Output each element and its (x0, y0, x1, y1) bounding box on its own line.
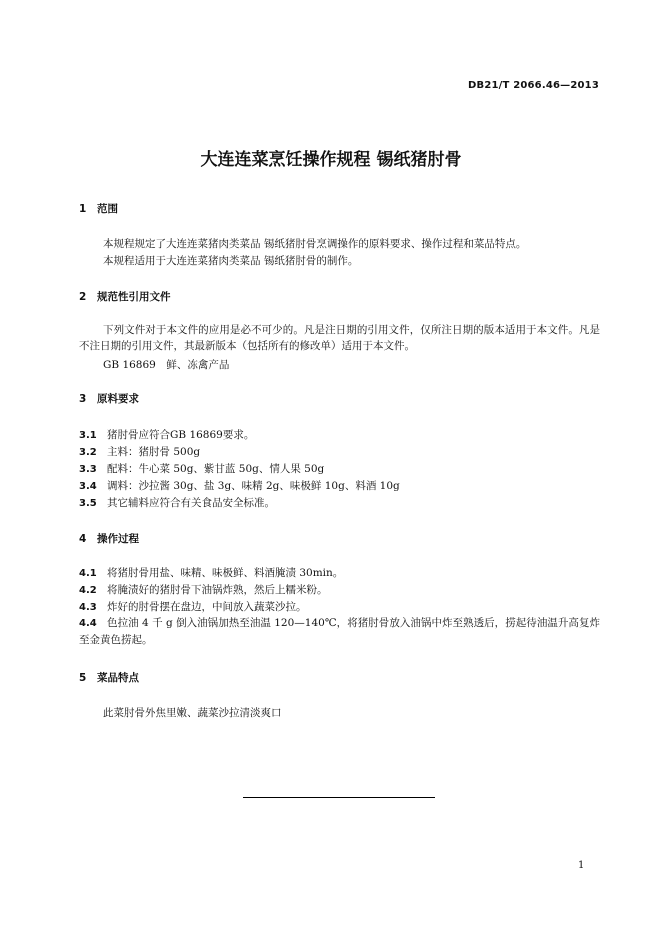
section-title: 规范性引用文件 (97, 291, 171, 303)
item-text: 主料：猪肘骨 500g (107, 446, 201, 458)
item-number: 4.4 (79, 618, 97, 629)
section-number: 2 (79, 291, 87, 303)
section-heading-raw-materials (79, 391, 139, 406)
end-rule-divider (243, 797, 435, 798)
item-text: 将猪肘骨用盐、味精、味极鲜、料酒腌渍 30min。 (107, 567, 344, 579)
section-number: 5 (79, 672, 87, 684)
item-text: 调料：沙拉酱 30g、盐 3g、味精 2g、味极鲜 10g、料酒 10g (107, 480, 400, 492)
section-heading-operation-process (79, 531, 139, 546)
section-number: 3 (79, 393, 87, 405)
item-number: 4.1 (79, 568, 97, 579)
item-text: 配料：牛心菜 50g、紫甘蓝 50g、情人果 50g (107, 463, 325, 475)
section-number: 4 (79, 533, 87, 545)
document-title: 大连连菜烹饪操作规程 锡纸猪肘骨 (200, 150, 462, 170)
list-item (79, 495, 275, 510)
document-code: DB21/T 2066.46—2013 (468, 80, 599, 91)
item-number: 3.2 (79, 447, 97, 458)
list-item (79, 444, 200, 459)
item-number: 4.2 (79, 585, 97, 596)
paragraph: 下列文件对于本文件的应用是必不可少的。凡是注日期的引用文件，仅所注日期的版本适用于本文件。凡是不注日期的引用文件，其最新版本（包括所有的修改单）适用于本文件。 (79, 324, 600, 352)
section-title: 菜品特点 (97, 672, 139, 684)
section-number: 1 (79, 203, 87, 215)
section-title: 操作过程 (97, 533, 139, 545)
list-item (79, 582, 328, 597)
paragraph: 此菜肘骨外焦里嫩、蔬菜沙拉清淡爽口 (103, 707, 282, 719)
item-text: 将腌渍好的猪肘骨下油锅炸熟，然后上糯米粉。 (107, 584, 328, 596)
item-number: 3.3 (79, 464, 97, 475)
page-number: 1 (578, 860, 585, 871)
section-heading-scope (79, 201, 118, 216)
item-number: 4.3 (79, 602, 97, 613)
item-text: 猪肘骨应符合GB 16869要求。 (107, 429, 255, 441)
list-item (79, 615, 600, 649)
item-text: 其它辅料应符合有关食品安全标准。 (107, 497, 275, 509)
section-heading-dish-features (79, 670, 139, 685)
list-item (79, 565, 343, 580)
reference-item: GB 16869 鲜、冻禽产品 (103, 359, 230, 371)
item-number: 3.5 (79, 498, 97, 509)
list-item (79, 478, 400, 493)
paragraph: 本规程规定了大连连菜猪肉类菜品 锡纸猪肘骨烹调操作的原料要求、操作过程和菜品特点。 (103, 238, 527, 250)
item-number: 3.1 (79, 430, 97, 441)
item-text: 色拉油 4 千 g 倒入油锅加热至油温 120—140℃，将猪肘骨放入油锅中炸至熟透后，捞起待油温升高复炸至金黄色捞起。 (79, 617, 600, 646)
list-item (79, 427, 254, 442)
paragraph: 本规程适用于大连连菜猪肉类菜品 锡纸猪肘骨的制作。 (103, 255, 359, 267)
section-title: 原料要求 (97, 393, 139, 405)
section-heading-normative-references (79, 289, 171, 304)
item-text: 炸好的肘骨摆在盘边，中间放入蔬菜沙拉。 (107, 601, 307, 613)
section-title: 范围 (97, 203, 118, 215)
list-item (79, 599, 307, 614)
list-item (79, 461, 324, 476)
item-number: 3.4 (79, 481, 97, 492)
